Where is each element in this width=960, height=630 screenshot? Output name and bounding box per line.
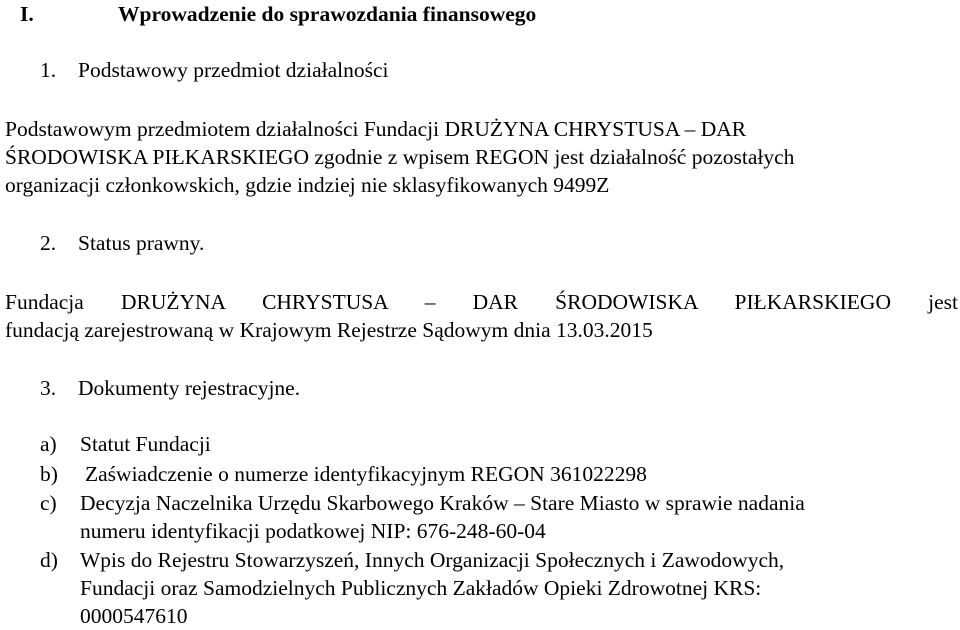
document-d-line-3: 0000547610 <box>80 604 188 628</box>
subsection-3-number: 3. <box>40 376 57 400</box>
document-c-marker: c) <box>40 491 57 515</box>
document-d-line-1: Wpis do Rejestru Stowarzyszeń, Innych Organizacji Społecznych i Zawodowych, <box>80 548 785 572</box>
document-a-text: Statut Fundacji <box>80 432 211 456</box>
document-b-marker: b) <box>40 462 58 486</box>
subsection-3-title: Dokumenty rejestracyjne. <box>78 376 301 400</box>
document-c-line-1: Decyzja Naczelnika Urzędu Skarbowego Kraków – Stare Miasto w sprawie nadania <box>80 491 805 515</box>
document-d-line-2: Fundacji oraz Samodzielnych Publicznych Zakładów Opieki Zdrowotnej KRS: <box>80 576 762 600</box>
subsection-2-number: 2. <box>40 231 57 255</box>
paragraph-1-line-3: organizacji członkowskich, gdzie indziej nie sklasyfikowanych 9499Z <box>5 173 610 197</box>
section-heading <box>20 0 34 28</box>
subsection-2-title: Status prawny. <box>78 231 205 255</box>
subsection-1-title: Podstawowy przedmiot działalności <box>78 58 389 82</box>
document-a-marker: a) <box>40 432 57 456</box>
paragraph-1-line-1: Podstawowym przedmiotem działalności Fundacji DRUŻYNA CHRYSTUSA – DAR <box>5 117 747 141</box>
paragraph-2-line-1: Fundacja DRUŻYNA CHRYSTUSA – DAR ŚRODOWISKA PIŁKARSKIEGO jest <box>5 290 958 314</box>
section-title: Wprowadzenie do sprawozdania finansowego <box>118 2 537 26</box>
subsection-1-number: 1. <box>40 58 57 82</box>
paragraph-1-line-2: ŚRODOWISKA PIŁKARSKIEGO zgodnie z wpisem REGON jest działalność pozostałych <box>5 145 795 169</box>
section-number: I. <box>20 2 34 26</box>
paragraph-2-line-2: fundacją zarejestrowaną w Krajowym Rejestrze Sądowym dnia 13.03.2015 <box>5 318 653 342</box>
document-b-text: Zaświadczenie o numerze identyfikacyjnym REGON 361022298 <box>85 462 647 486</box>
document-d-marker: d) <box>40 548 58 572</box>
document-c-line-2: numeru identyfikacji podatkowej NIP: 676-248-60-04 <box>80 519 546 543</box>
